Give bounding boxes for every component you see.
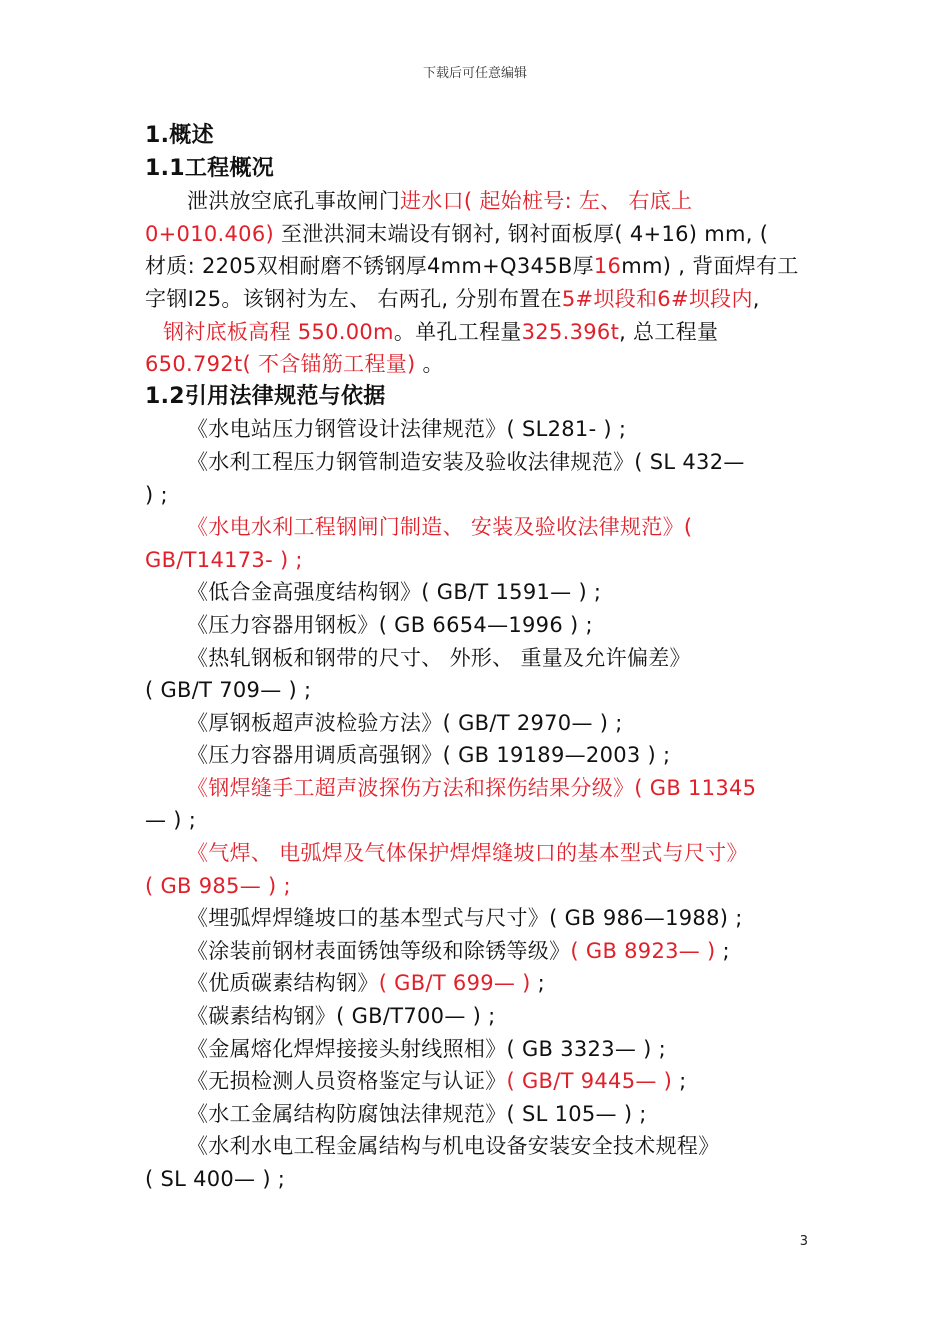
- highlight-text: 0+010.406): [145, 221, 274, 246]
- reference-item: 《钢焊缝手工超声波探伤方法和探伤结果分级》( GB 11345: [187, 775, 757, 800]
- reference-item: 《水利工程压力钢管制造安装及验收法律规范》( SL 432—: [187, 449, 745, 474]
- text-span: ,: [752, 286, 760, 311]
- reference-item: [145, 935, 810, 968]
- reference-item: 《水电水利工程钢闸门制造、 安装及验收法律规范》(: [187, 515, 693, 540]
- highlight-text: 16: [593, 254, 622, 279]
- reference-item-cont: ( GB/T 709— ) ;: [145, 678, 312, 703]
- highlight-text: 5#坝段和6#坝段内: [561, 286, 753, 311]
- text-span: 《无损检测人员资格鉴定与认证》: [187, 1069, 507, 1094]
- paragraph-line: [145, 316, 810, 349]
- reference-item-cont: ( SL 400— ) ;: [145, 1167, 286, 1191]
- reference-item-cont: GB/T14173- ) ;: [145, 547, 303, 572]
- paragraph-line: [145, 348, 810, 381]
- highlight-text: 进水口( 起始桩号: 左、 右底上: [400, 189, 693, 214]
- reference-item: 《压力容器用调质高强钢》( GB 19189—2003 ) ;: [187, 743, 671, 768]
- paragraph-line: [145, 185, 810, 218]
- subsection-title: 1.2引用法律规范与依据: [145, 383, 386, 409]
- reference-item: 《气焊、 电弧焊及气体保护焊焊缝坡口的基本型式与尺寸》: [187, 841, 748, 866]
- document-body: [145, 120, 810, 1196]
- highlight-text: ( GB/T 9445— ): [506, 1069, 673, 1094]
- reference-item: 《水电站压力钢管设计法律规范》( SL281- ) ;: [187, 417, 627, 442]
- paragraph-line: [145, 283, 810, 316]
- text-span: 《涂装前钢材表面锈蚀等级和除锈等级》: [187, 938, 571, 963]
- highlight-text: 650.792t( 不含锚筋工程量): [145, 352, 416, 377]
- reference-item-cont: ) ;: [145, 482, 168, 507]
- page-number: 3: [799, 1234, 808, 1249]
- reference-item: 《碳素结构钢》( GB/T700— ) ;: [187, 1004, 496, 1029]
- paragraph-line: [145, 250, 810, 283]
- reference-item: 《压力容器用钢板》( GB 6654—1996 ) ;: [187, 612, 593, 637]
- reference-item: 《埋弧焊焊缝坡口的基本型式与尺寸》( GB 986—1988) ;: [187, 906, 743, 931]
- paragraph-line: [145, 218, 810, 251]
- reference-item-cont: — ) ;: [145, 808, 197, 833]
- text-span: 。: [415, 352, 444, 377]
- highlight-text: ( GB 8923— ): [570, 938, 716, 963]
- text-span: ;: [672, 1069, 687, 1094]
- text-span: 至泄洪洞末端设有钢衬, 钢衬面板厚( 4+16) mm, (: [274, 221, 769, 246]
- reference-item: 《金属熔化焊焊接接头射线照相》( GB 3323— ) ;: [187, 1036, 666, 1061]
- highlight-text: 钢衬底板高程 550.00m: [163, 319, 394, 344]
- text-span: 字钢I25。该钢衬为左、 右两孔, 分别布置在: [145, 286, 562, 311]
- highlight-text: 325.396t: [521, 319, 620, 344]
- reference-item: 《厚钢板超声波检验方法》( GB/T 2970— ) ;: [187, 710, 623, 735]
- subsection-title: 1.1工程概况: [145, 155, 275, 181]
- text-span: ;: [715, 938, 730, 963]
- text-span: 泄洪放空底孔事故闸门: [187, 189, 400, 214]
- text-span: 。单孔工程量: [393, 319, 522, 344]
- highlight-text: ( GB/T 699— ): [378, 971, 531, 996]
- text-span: 材质: 2205双相耐磨不锈钢厚4mm+Q345B厚: [145, 254, 594, 279]
- reference-item: 《水工金属结构防腐蚀法律规范》( SL 105— ) ;: [187, 1101, 647, 1126]
- text-span: , 总工程量: [619, 319, 719, 344]
- section-title: 1.概述: [145, 123, 214, 148]
- reference-item: [145, 1065, 810, 1098]
- reference-item: 《热轧钢板和钢带的尺寸、 外形、 重量及允许偏差》: [187, 645, 691, 670]
- page-header: 下载后可任意编辑: [422, 66, 527, 81]
- reference-item-cont: ( GB 985— ) ;: [145, 873, 291, 898]
- text-span: mm) , 背面焊有工: [621, 254, 799, 279]
- text-span: ;: [530, 971, 546, 996]
- reference-item: 《低合金高强度结构钢》( GB/T 1591— ) ;: [187, 580, 602, 605]
- reference-item: [145, 967, 810, 1000]
- text-span: 《优质碳素结构钢》: [187, 971, 379, 996]
- reference-item: 《水利水电工程金属结构与机电设备安装安全技术规程》: [187, 1134, 720, 1159]
